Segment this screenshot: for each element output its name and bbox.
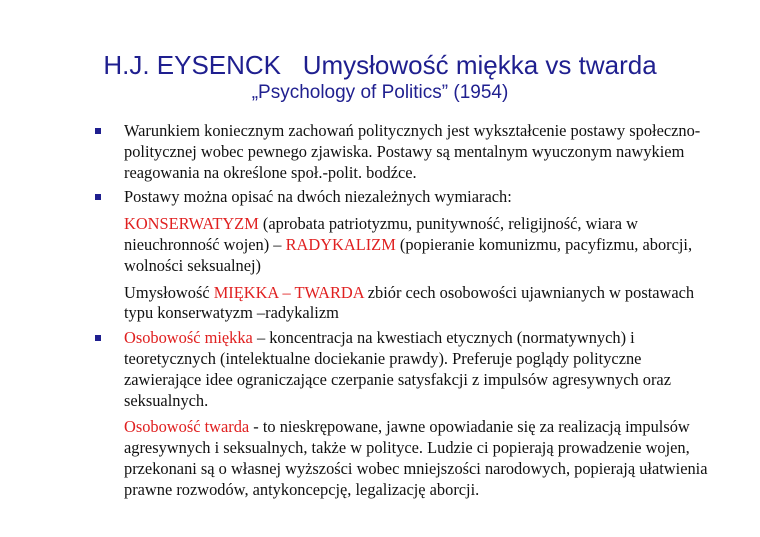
- bullet-item-3: [95, 328, 715, 500]
- hard-personality-paragraph: [124, 417, 715, 500]
- radykalizm-description: (popieranie komunizmu, pacyfizmu, aborcji, wolności seksualnej): [124, 234, 693, 275]
- term-miekka-twarda: MIĘKKA – TWARDA: [213, 282, 364, 302]
- mentality-description: zbiór cech osobowości ujawnianych w postawach typu konserwatyzm –radykalizm: [124, 282, 695, 323]
- soft-personality-description: – koncentracja na kwestiach etycznych (normatywnych) i teoretycznych (intelektualne dociekanie prawdy). Preferuje poglądy polityczne zawierające idee ograniczające czerpanie satysfakcji z impulsów agresywnych oraz seksualnych.: [124, 328, 671, 410]
- dimensions-paragraph: [124, 214, 715, 276]
- bullet-text-1: Warunkiem koniecznym zachowań politycznych jest wykształcenie postawy społeczno-politycznej wobec pewnego zjawiska. Postawy są mentalnym wyuczonym nawykiem reagowania na określone społ.-polit. bodźce.: [124, 121, 701, 182]
- slide-title: H.J. EYSENCK Umysłowość miękka vs twarda: [103, 50, 657, 80]
- bullet-text-2: Postawy można opisać na dwóch niezależnych wymiarach:: [124, 187, 512, 207]
- square-bullet-icon: [95, 128, 101, 134]
- square-bullet-icon: [95, 194, 101, 200]
- term-konserwatyzm: KONSERWATYZM: [124, 214, 259, 234]
- bullet-item-1: [95, 121, 715, 183]
- term-osobowosc-miekka: Osobowość miękka: [124, 328, 253, 348]
- term-osobowosc-twarda: Osobowość twarda: [124, 417, 250, 437]
- mentality-paragraph: [124, 283, 715, 325]
- square-bullet-icon: [95, 335, 101, 341]
- term-radykalizm: RADYKALIZM: [285, 234, 396, 254]
- bullet-item-2: [95, 187, 715, 324]
- mentality-lead: Umysłowość: [124, 282, 214, 302]
- hard-personality-description: - to nieskrępowane, jawne opowiadanie się za realizacją impulsów agresywnych i seksualnych, także w polityce. Ludzie ci popierają prowadzenie wojen, przekonani są o własnej wyższości wobec mniejszości narodowych, popierają ułatwienia prawne rozwodów, antykoncepcję, legalizację aborcji.: [124, 417, 708, 499]
- slide-subtitle: „Psychology of Politics” (1954): [251, 82, 509, 103]
- slide-content: [95, 121, 715, 501]
- konserwatyzm-description: (aprobata patriotyzmu, punitywność, religijność, wiara w nieuchronność wojen) –: [124, 214, 638, 254]
- soft-personality-paragraph: [124, 328, 715, 411]
